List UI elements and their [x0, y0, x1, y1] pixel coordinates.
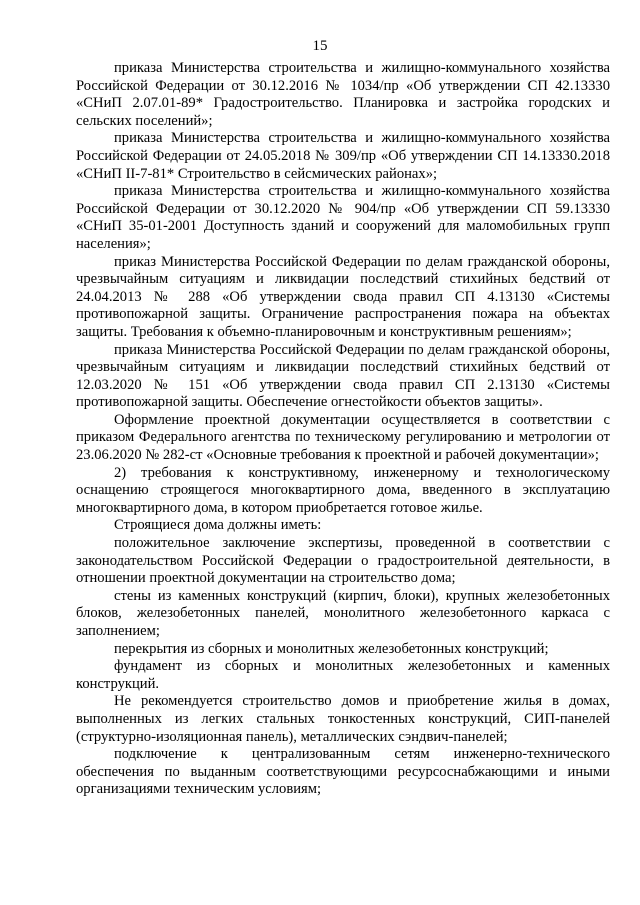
paragraph: приказ Министерства Российской Федерации по делам гражданской обороны, чрезвычайным ситуациям и ликвидации последствий стихийных бедствий от 24.04.2013 № 288 «Об утверждении свода правил СП 4.13130 «Системы противопожарной защиты. Ограничение распространения пожара на объектах защиты. Требования к объемно-планировочным и конструктивным решениям»; — [76, 253, 610, 340]
document-body — [76, 60, 610, 799]
paragraph: приказа Министерства строительства и жилищно-коммунального хозяйства Российской Федерации от 24.05.2018 № 309/пр «Об утверждении СП 14.13330.2018 «СНиП II-7-81* Строительство в сейсмических районах»; — [76, 130, 610, 182]
paragraph: Оформление проектной документации осуществляется в соответствии с приказом Федерального агентства по техническому регулированию и метрологии от 23.06.2020 № 282-ст «Основные требования к проектной и рабочей документации»; — [76, 411, 610, 464]
paragraph: 2) требования к конструктивному, инженерному и технологическому оснащению строящегося многоквартирного дома, введенного в эксплуатацию многоквартирного дома, в котором приобретается готовое жилье. — [76, 464, 610, 516]
paragraph: Не рекомендуется строительство домов и приобретение жилья в домах, выполненных из легких стальных тонкостенных конструкций, СИП-панелей (структурно-изоляционная панель), металлических сэндвич-панелей; — [76, 693, 610, 745]
paragraph: перекрытия из сборных и монолитных железобетонных конструкций; — [114, 640, 549, 657]
paragraph: положительное заключение экспертизы, проведенной в соответствии с законодательством Российской Федерации о градостроительной деятельности, в отношении проектной документации на строительство дома; — [76, 535, 610, 587]
paragraph: фундамент из сборных и монолитных железобетонных и каменных конструкций. — [76, 658, 610, 692]
paragraph: стены из каменных конструкций (кирпич, блоки), крупных железобетонных блоков, железобетонных панелей, монолитного железобетонного каркаса с заполнением; — [76, 587, 610, 639]
page-number: 15 — [312, 38, 328, 54]
paragraph: приказа Министерства Российской Федерации по делам гражданской обороны, чрезвычайным ситуациям и ликвидации последствий стихийных бедствий от 12.03.2020 № 151 «Об утверждении свода правил СП 2.13130 «Системы противопожарной защиты. Обеспечение огнестойкости объектов защиты». — [76, 341, 610, 411]
paragraph: приказа Министерства строительства и жилищно-коммунального хозяйства Российской Федерации от 30.12.2020 № 904/пр «Об утверждении СП 59.13330 «СНиП 35-01-2001 Доступность зданий и сооружений для маломобильных групп населения»; — [76, 183, 610, 252]
paragraph: Строящиеся дома должны иметь: — [114, 517, 322, 534]
paragraph: приказа Министерства строительства и жилищно-коммунального хозяйства Российской Федерации от 30.12.2016 № 1034/пр «Об утверждении СП 42.13330 «СНиП 2.07.01-89* Градостроительство. Планировка и застройка городских и сельских поселений»; — [76, 60, 610, 129]
paragraph: подключение к централизованным сетям инженерно-технического обеспечения по выданным соответствующими ресурсоснабжающими и иными организациями техническим условиям; — [76, 746, 610, 798]
